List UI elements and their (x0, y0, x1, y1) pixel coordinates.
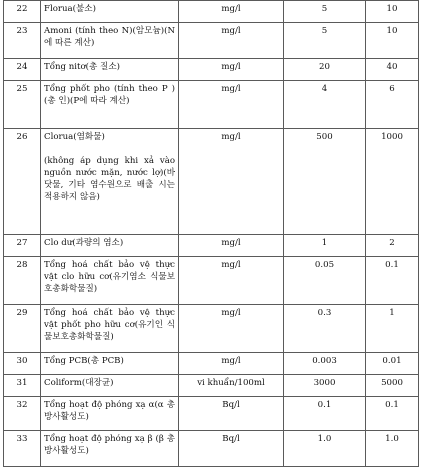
value-a-cell: 0.003 (284, 353, 366, 375)
parameter-name: Clorua(염화물) (44, 132, 105, 142)
parameter-name: Tổng hoạt độ phóng xạ α(α 총방사활성도) (41, 397, 179, 431)
table-row (4, 353, 419, 375)
unit-cell: Bq/l (179, 431, 284, 467)
table-row (4, 1, 419, 23)
value-b-cell: 6 (366, 81, 419, 129)
value-b-cell: 1.0 (366, 431, 419, 467)
value-a-cell: 0.05 (284, 257, 366, 305)
value-b-cell: 1 (366, 305, 419, 353)
parameter-name: Tổng phốt pho (tính theo P )(총 인)(P에 따라 계산) (41, 81, 179, 129)
parameter-name: Tổng nitơ(총 질소) (41, 59, 179, 81)
unit-cell: mg/l (179, 129, 284, 235)
parameter-name: Tổng PCB(총 PCB) (41, 353, 179, 375)
parameter-name: Amoni (tính theo N)(암모늄)(N에 따른 계산) (41, 23, 179, 59)
unit-cell: mg/l (179, 1, 284, 23)
value-b-cell: 0.1 (366, 257, 419, 305)
table-row (4, 305, 419, 353)
table-row (4, 257, 419, 305)
value-a-cell: 1.0 (284, 431, 366, 467)
unit-cell: mg/l (179, 59, 284, 81)
row-number: 28 (4, 257, 41, 305)
table-row (4, 81, 419, 129)
value-a-cell: 20 (284, 59, 366, 81)
parameter-name: Tổng hoá chất bảo vệ thực vật phốt pho hữu cơ(유기인 식물보호총화학물질) (41, 305, 179, 353)
table-row (4, 129, 419, 235)
value-b-cell: 2 (366, 235, 419, 257)
value-a-cell: 4 (284, 81, 366, 129)
table-row (4, 431, 419, 467)
value-a-cell: 5 (284, 23, 366, 59)
standards-table (3, 0, 419, 467)
value-b-cell: 0.01 (366, 353, 419, 375)
table-row (4, 59, 419, 81)
table-row (4, 235, 419, 257)
unit-cell: Bq/l (179, 397, 284, 431)
parameter-name: Clo dư(과량의 염소) (41, 235, 179, 257)
row-number: 31 (4, 375, 41, 397)
value-a-cell: 3000 (284, 375, 366, 397)
parameter-name: Florua(불소) (41, 1, 179, 23)
parameter-note: (không áp dụng khi xả vào nguồn nước mặn, nước lợ)(바닷물, 기타 염수원으로 배출 시는 적용하지 않음) (44, 156, 175, 202)
row-number: 32 (4, 397, 41, 431)
unit-cell: mg/l (179, 23, 284, 59)
value-a-cell: 1 (284, 235, 366, 257)
value-a-cell: 0.1 (284, 397, 366, 431)
unit-cell: mg/l (179, 353, 284, 375)
table-row (4, 23, 419, 59)
table-row (4, 375, 419, 397)
unit-cell: vi khuẩn/100ml (179, 375, 284, 397)
value-a-cell: 0.3 (284, 305, 366, 353)
row-number: 33 (4, 431, 41, 467)
value-b-cell: 1000 (366, 129, 419, 235)
parameter-name: Tổng hoạt độ phóng xạ β (β 총방사활성도) (41, 431, 179, 467)
table-row (4, 397, 419, 431)
row-number: 23 (4, 23, 41, 59)
value-a-cell: 500 (284, 129, 366, 235)
row-number: 29 (4, 305, 41, 353)
value-b-cell: 10 (366, 23, 419, 59)
value-a-cell: 5 (284, 1, 366, 23)
value-b-cell: 5000 (366, 375, 419, 397)
unit-cell: mg/l (179, 81, 284, 129)
row-number: 27 (4, 235, 41, 257)
unit-cell: mg/l (179, 257, 284, 305)
row-number: 24 (4, 59, 41, 81)
parameter-name: Coliform(대장균) (41, 375, 179, 397)
parameter-name-cell (41, 129, 179, 235)
value-b-cell: 40 (366, 59, 419, 81)
row-number: 30 (4, 353, 41, 375)
value-b-cell: 0.1 (366, 397, 419, 431)
value-b-cell: 10 (366, 1, 419, 23)
row-number: 25 (4, 81, 41, 129)
row-number: 26 (4, 129, 41, 235)
unit-cell: mg/l (179, 305, 284, 353)
row-number: 22 (4, 1, 41, 23)
parameter-name: Tổng hoá chất bảo vệ thực vật clo hữu cơ(유기염소 식물보호총화학물질) (41, 257, 179, 305)
unit-cell: mg/l (179, 235, 284, 257)
